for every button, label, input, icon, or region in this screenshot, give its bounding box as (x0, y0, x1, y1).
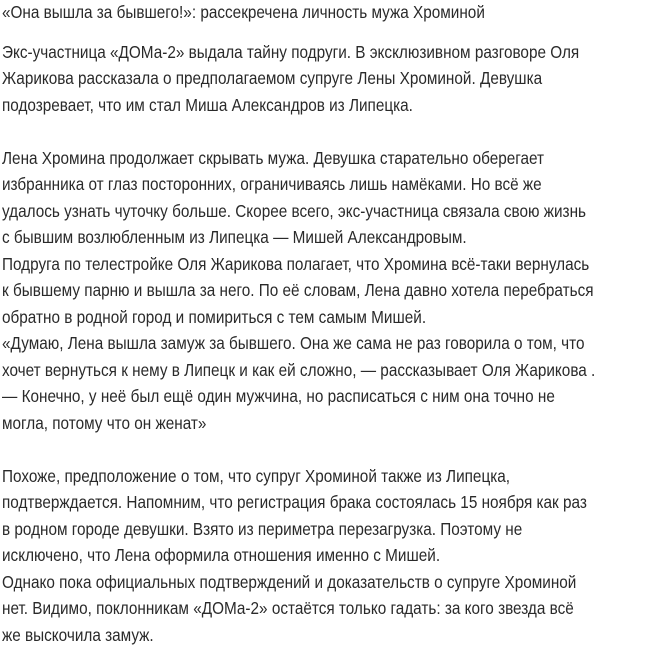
text-line: с бывшим возлюбленным из Липецка — Мишей Александровым. (2, 224, 595, 251)
text-line: в родном городе девушки. Взято из периметра перезагрузка. Поэтому не (2, 516, 595, 543)
article (2, 0, 670, 648)
text-line: Однако пока официальных подтверждений и доказательств о супруге Хроминой (2, 569, 595, 596)
text-line: Похоже, предположение о том, что супруг Хроминой также из Липецка, (2, 463, 595, 490)
text-line: же выскочила замуж. (2, 622, 595, 648)
article-title: «Она вышла за бывшего!»: рассекречена личность мужа Хроминой (2, 0, 595, 26)
text-line: подозревает, что им стал Миша Александров из Липецка. (2, 92, 595, 119)
text-line: Подруга по телестройке Оля Жарикова полагает, что Хромина всё-таки вернулась (2, 251, 595, 278)
text-line: Экс-участница «ДОМа-2» выдала тайну подруги. В эксклюзивном разговоре Оля (2, 39, 595, 66)
text-line: Лена Хромина продолжает скрывать мужа. Девушка старательно оберегает (2, 145, 595, 172)
text-line: исключено, что Лена оформила отношения именно с Мишей. (2, 542, 595, 569)
text-line: нет. Видимо, поклонникам «ДОМа-2» остаётся только гадать: за кого звезда всё (2, 595, 595, 622)
text-line: избранника от глаз посторонних, ограничиваясь лишь намёками. Но всё же (2, 171, 595, 198)
text-line: обратно в родной город и помириться с тем самым Мишей. (2, 304, 595, 331)
quote-line: «Думаю, Лена вышла замуж за бывшего. Она же сама не раз говорила о том, что (2, 330, 595, 357)
quote-line: хочет вернуться к нему в Липецк и как ей сложно, — рассказывает Оля Жарикова . (2, 357, 595, 384)
paragraph-2 (2, 145, 670, 437)
text-line: удалось узнать чуточку больше. Скорее всего, экс-участница связала свою жизнь (2, 198, 595, 225)
paragraph-1 (2, 39, 670, 119)
text-line: Жарикова рассказала о предполагаемом супруге Лены Хроминой. Девушка (2, 65, 595, 92)
paragraph-3 (2, 463, 670, 648)
text-line: подтверждается. Напомним, что регистрация брака состоялась 15 ноября как раз (2, 489, 595, 516)
quote-line: — Конечно, у неё был ещё один мужчина, но расписаться с ним она точно не (2, 383, 595, 410)
text-line: к бывшему парню и вышла за него. По её словам, Лена давно хотела перебраться (2, 277, 595, 304)
quote-line: могла, потому что он женат» (2, 410, 595, 437)
